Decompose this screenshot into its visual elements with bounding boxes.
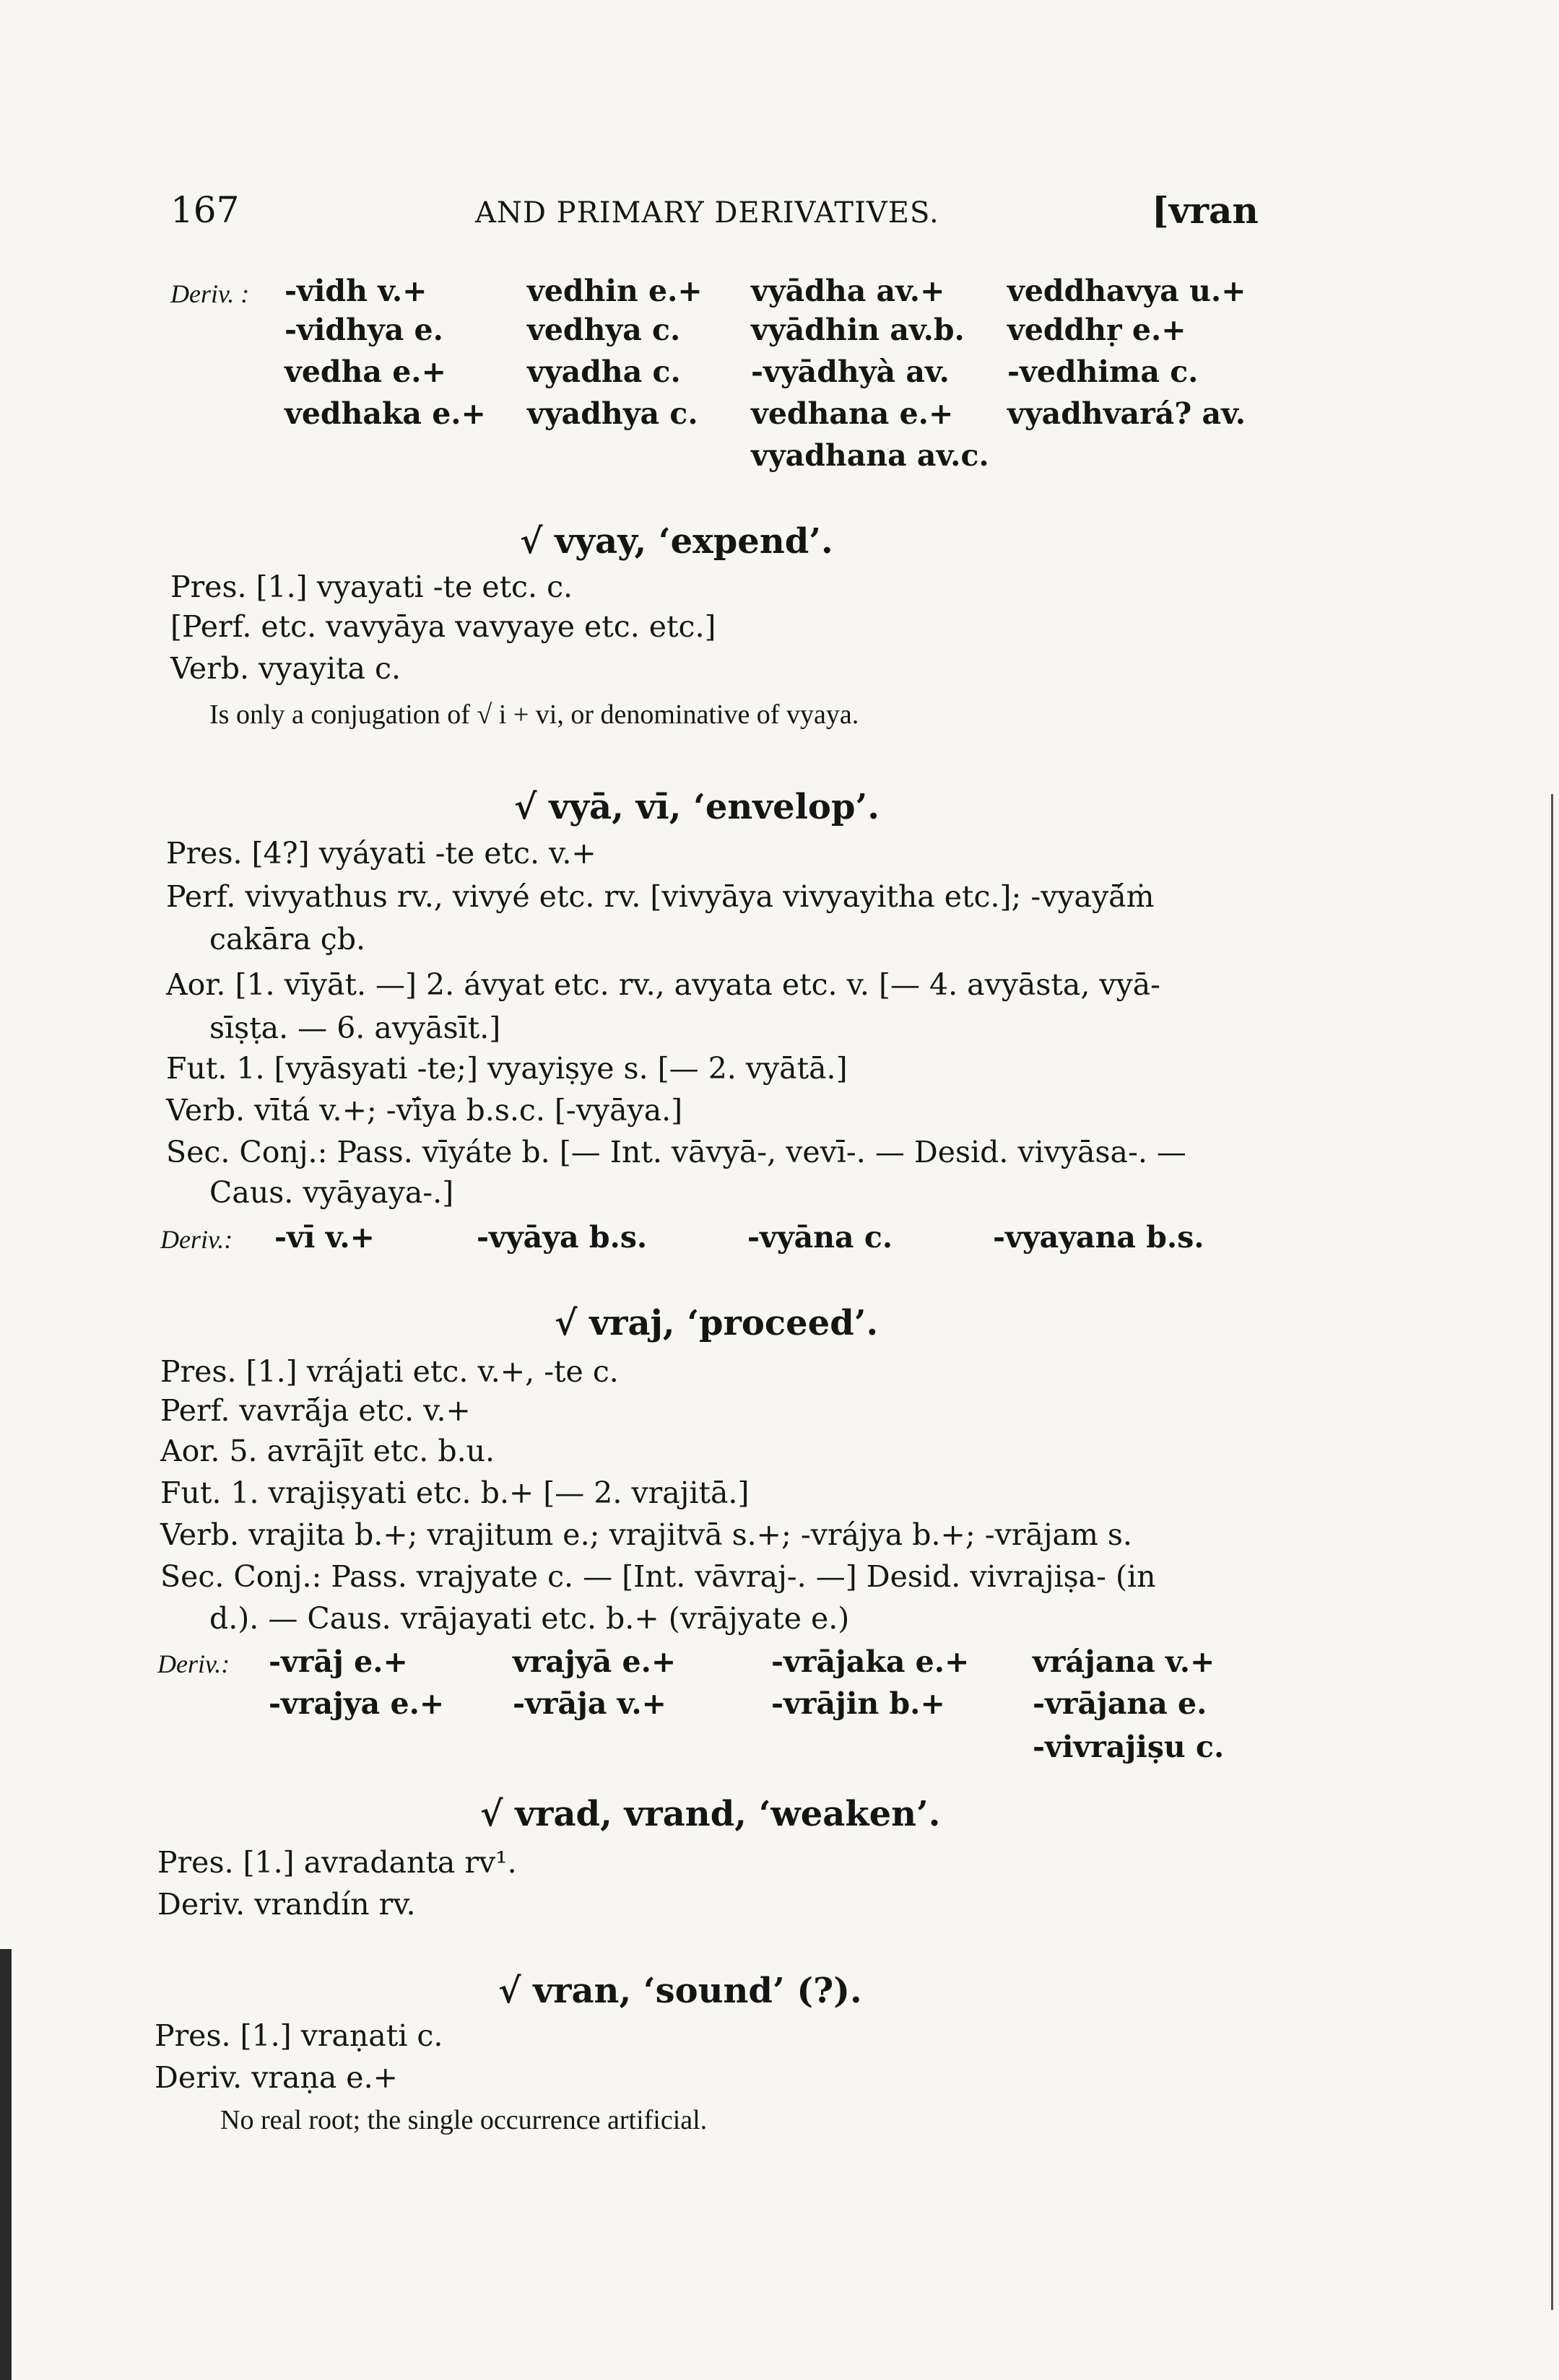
- deriv-item: veddhavya u.+: [1007, 274, 1246, 308]
- deriv-item: vyadhya c.: [527, 396, 698, 431]
- deriv-item: -vyāna c.: [747, 1220, 893, 1255]
- deriv-item: vrajyā e.+: [513, 1644, 677, 1679]
- entry-line: Deriv. vraṇa e.+: [155, 2060, 398, 2095]
- deriv-item: -vivrajiṣu c.: [1033, 1730, 1225, 1764]
- entry-line: Fut. 1. vrajiṣyati etc. b.+ [— 2. vrajitā.]: [160, 1475, 750, 1510]
- entry-heading: √ vrad, vrand, ‘weaken’.: [480, 1794, 941, 1834]
- deriv-item: vrájana v.+: [1033, 1644, 1215, 1679]
- deriv-item: vedha e.+: [285, 354, 446, 389]
- entry-line: Sec. Conj.: Pass. vīyáte b. [— Int. vāvyā-, vevī-. — Desid. vivyāsa-. —: [166, 1135, 1186, 1169]
- entry-line: Sec. Conj.: Pass. vrajyate c. — [Int. vāvraj-. —] Desid. vivrajiṣa- (in: [160, 1559, 1156, 1594]
- deriv-item: -vyāya b.s.: [477, 1220, 648, 1255]
- entry-note: Is only a conjugation of √ i + vi, or denominative of vyaya.: [209, 699, 859, 730]
- entry-line: Verb. vītá v.+; -vī́ya b.s.c. [-vyāya.]: [166, 1093, 683, 1128]
- entry-line: [Perf. etc. vavyāya vavyaye etc. etc.]: [170, 609, 716, 644]
- guide-word: [vran: [1152, 189, 1259, 232]
- entry-line: Perf. vavrā́ja etc. v.+: [160, 1393, 471, 1428]
- entry-line: Pres. [1.] vrájati etc. v.+, -te c.: [160, 1354, 619, 1389]
- page-number: 167: [170, 189, 240, 231]
- entry-line: Deriv. vrandín rv.: [157, 1887, 416, 1922]
- entry-line: Pres. [1.] avradanta rv¹.: [157, 1845, 517, 1880]
- deriv-item: vyadhvará? av.: [1007, 396, 1246, 431]
- deriv-item: -vyādhyà av.: [751, 354, 950, 389]
- deriv-item: -vedhima c.: [1007, 354, 1199, 389]
- deriv-item: -vidh v.+: [285, 274, 427, 308]
- deriv-item: -vrājin b.+: [771, 1686, 945, 1721]
- deriv-item: -vrāj e.+: [269, 1644, 408, 1679]
- entry-line: Aor. 5. avrājīt etc. b.u.: [160, 1434, 495, 1468]
- entry-heading: √ vran, ‘sound’ (?).: [498, 1971, 862, 2011]
- entry-line: Perf. vivyathus rv., vivyé etc. rv. [vivyāya vivyayitha etc.]; -vyayā́ṁ: [166, 879, 1155, 914]
- deriv-item: vyadha c.: [527, 354, 681, 389]
- deriv-label: Deriv.:: [157, 1649, 230, 1678]
- deriv-item: -vyayana b.s.: [993, 1220, 1204, 1255]
- entry-line: Fut. 1. [vyāsyati -te;] vyayiṣye s. [— 2. vyātā.]: [166, 1051, 848, 1086]
- running-title: AND PRIMARY DERIVATIVES.: [475, 196, 939, 230]
- deriv-label: Deriv.:: [160, 1225, 233, 1254]
- scan-binding-shadow: [0, 1949, 12, 2380]
- deriv-item: vedhin e.+: [527, 274, 703, 308]
- deriv-item: vedhana e.+: [751, 396, 954, 431]
- entry-line: sīṣṭa. — 6. avyāsīt.]: [209, 1011, 501, 1045]
- deriv-item: vyādhin av.b.: [751, 313, 965, 347]
- deriv-item: vedhaka e.+: [285, 396, 486, 431]
- deriv-item: -vī v.+: [274, 1220, 375, 1255]
- deriv-item: -vrājaka e.+: [771, 1644, 970, 1679]
- deriv-item: -vidhya e.: [285, 313, 443, 347]
- deriv-label: Deriv. :: [170, 279, 250, 308]
- entry-line: Verb. vrajita b.+; vrajitum e.; vrajitvā s.+; -vrájya b.+; -vrājam s.: [160, 1517, 1132, 1552]
- deriv-item: vyadhana av.c.: [751, 438, 989, 473]
- deriv-item: -vrājana e.: [1033, 1686, 1207, 1721]
- entry-heading: √ vraj, ‘proceed’.: [555, 1303, 879, 1343]
- entry-line: Pres. [1.] vraṇati c.: [155, 2018, 443, 2053]
- scan-right-edge: [1551, 794, 1553, 2310]
- deriv-item: -vrāja v.+: [513, 1686, 667, 1721]
- entry-line: cakāra çb.: [209, 922, 366, 956]
- entry-line: Aor. [1. vīyāt. —] 2. ávyat etc. rv., avyata etc. v. [— 4. avyāsta, vyā-: [166, 967, 1161, 1002]
- entry-heading: √ vyā, vī, ‘envelop’.: [514, 787, 880, 827]
- entry-line: Pres. [4?] vyáyati -te etc. v.+: [166, 836, 596, 871]
- entry-line: Pres. [1.] vyayati -te etc. c.: [170, 570, 573, 604]
- entry-line: Verb. vyayita c.: [170, 651, 401, 686]
- deriv-item: vedhya c.: [527, 313, 681, 347]
- deriv-item: vyādha av.+: [751, 274, 945, 308]
- deriv-item: -vrajya e.+: [269, 1686, 445, 1721]
- entry-note: No real root; the single occurrence artificial.: [220, 2105, 708, 2135]
- deriv-item: veddhṛ e.+: [1007, 313, 1186, 347]
- entry-heading: √ vyay, ‘expend’.: [520, 521, 833, 562]
- entry-line: Caus. vyāyaya-.]: [209, 1175, 454, 1210]
- entry-line: d.). — Caus. vrājayati etc. b.+ (vrājyate e.): [209, 1601, 850, 1636]
